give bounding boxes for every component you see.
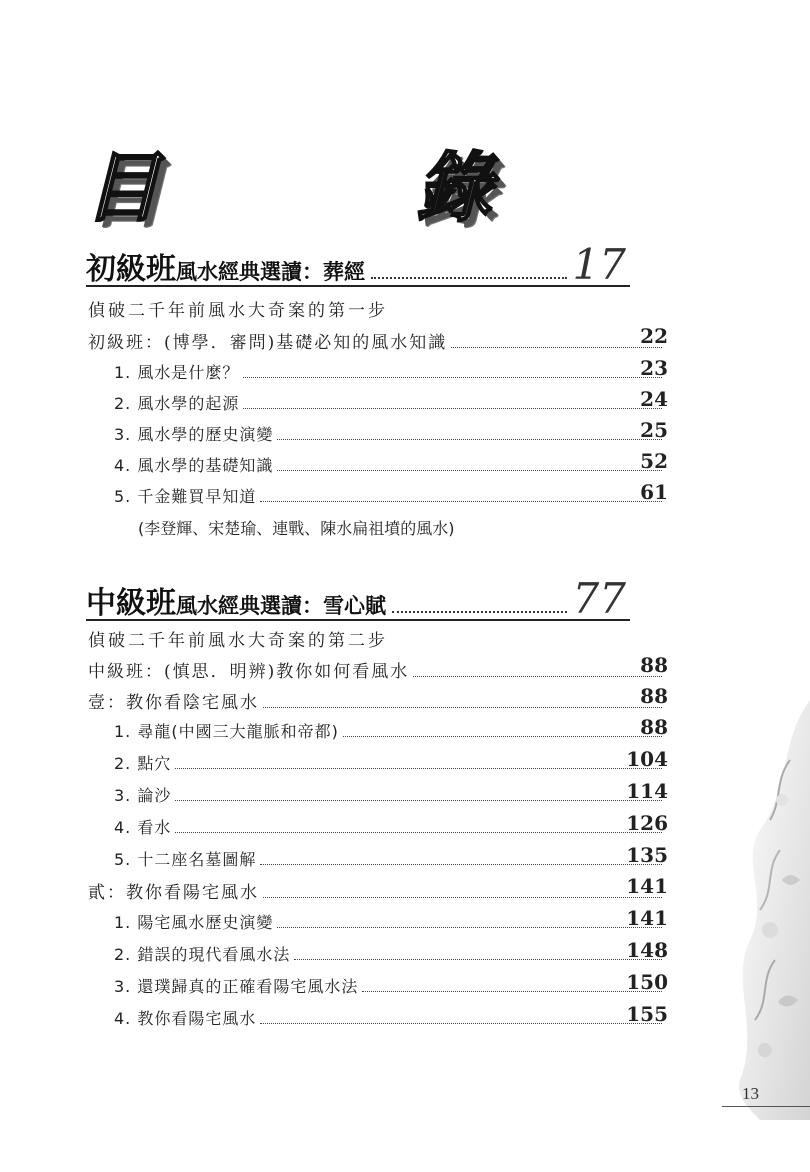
toc-entry[interactable]: 1. 風水是什麼？ 23	[114, 356, 668, 382]
dot-leader	[260, 501, 662, 502]
entry-page-number: 88	[640, 684, 668, 708]
section-subtitle: 風水經典選讀：雪心賦	[176, 594, 386, 618]
entry-page-number: 141	[626, 874, 668, 898]
toc-entry[interactable]: 3. 風水學的歷史演變 25	[114, 418, 668, 444]
section-intro: 偵破二千年前風水大奇案的第一步	[88, 301, 388, 321]
section-page-number: 17	[572, 240, 626, 289]
dot-leader	[175, 832, 662, 833]
section-divider	[86, 285, 630, 287]
entry-page-number: 126	[626, 811, 668, 835]
floral-ornament	[720, 700, 810, 1120]
section-divider	[86, 619, 630, 621]
dot-leader	[277, 927, 662, 928]
section-heading-beginner	[86, 240, 626, 289]
page-number-rule	[722, 1106, 810, 1107]
section-subtitle: 風水經典選讀：葬經	[176, 260, 365, 284]
toc-entry-note: (李登輝、宋楚瑜、連戰、陳水扁祖墳的風水)	[138, 519, 455, 538]
dot-leader	[362, 991, 662, 992]
entry-page-number: 114	[626, 779, 668, 803]
toc-entry[interactable]: 3. 還璞歸真的正確看陽宅風水法 150	[114, 970, 668, 996]
toc-entry[interactable]: 中級班：(慎思．明辨)教你如何看風水 88	[88, 653, 668, 682]
entry-page-number: 23	[640, 356, 668, 380]
page-title: 目 錄	[84, 143, 582, 232]
toc-entry[interactable]: 壹：教你看陰宅風水 88	[88, 684, 668, 713]
dot-leader	[263, 707, 662, 708]
dot-leader	[175, 768, 662, 769]
toc-entry[interactable]: 2. 點穴 104	[114, 747, 668, 773]
section-page-number: 77	[572, 574, 626, 623]
entry-page-number: 22	[640, 324, 668, 348]
toc-entry[interactable]: 3. 論沙 114	[114, 779, 668, 805]
toc-entry[interactable]: 1. 陽宅風水歷史演變 141	[114, 906, 668, 932]
dot-leader	[243, 408, 662, 409]
entry-page-number: 148	[626, 938, 668, 962]
entry-page-number: 88	[640, 715, 668, 739]
toc-entry[interactable]: 4. 風水學的基礎知識 52	[114, 449, 668, 475]
dot-leader	[260, 864, 662, 865]
dot-leader	[260, 1023, 662, 1024]
toc-entry[interactable]: 1. 尋龍(中國三大龍脈和帝都) 88	[114, 715, 668, 741]
entry-page-number: 141	[626, 906, 668, 930]
toc-entry[interactable]: 貳：教你看陽宅風水 141	[88, 874, 668, 903]
section-intro: 偵破二千年前風水大奇案的第二步	[88, 631, 388, 651]
toc-entry[interactable]: 2. 風水學的起源 24	[114, 387, 668, 413]
toc-entry[interactable]: 5. 千金難買早知道 61	[114, 480, 668, 506]
dot-leader	[263, 897, 662, 898]
toc-entry[interactable]: 4. 教你看陽宅風水 155	[114, 1002, 668, 1028]
section-heading-intermediate	[86, 574, 626, 623]
dot-leader	[277, 439, 662, 440]
page-number: 13	[742, 1084, 759, 1103]
toc-entry[interactable]: 5. 十二座名墓圖解 135	[114, 843, 668, 869]
toc-entry[interactable]: 2. 錯誤的現代看風水法 148	[114, 938, 668, 964]
dot-leader	[371, 277, 567, 279]
dot-leader	[175, 800, 662, 801]
entry-page-number: 52	[640, 449, 668, 473]
dot-leader	[277, 470, 662, 471]
entry-page-number: 61	[640, 480, 668, 504]
entry-page-number: 135	[626, 843, 668, 867]
section-class-name: 中級班	[86, 586, 176, 621]
section-class-name: 初級班	[86, 252, 176, 287]
dot-leader	[392, 611, 567, 613]
toc-entry[interactable]: 4. 看水 126	[114, 811, 668, 837]
dot-leader	[343, 736, 662, 737]
dot-leader	[243, 377, 662, 378]
entry-page-number: 150	[626, 970, 668, 994]
entry-page-number: 25	[640, 418, 668, 442]
toc-entry[interactable]: 初級班：(博學．審問)基礎必知的風水知識 22	[88, 324, 668, 353]
entry-page-number: 88	[640, 653, 668, 677]
entry-page-number: 104	[626, 747, 668, 771]
dot-leader	[294, 959, 662, 960]
entry-page-number: 24	[640, 387, 668, 411]
entry-page-number: 155	[626, 1002, 668, 1026]
